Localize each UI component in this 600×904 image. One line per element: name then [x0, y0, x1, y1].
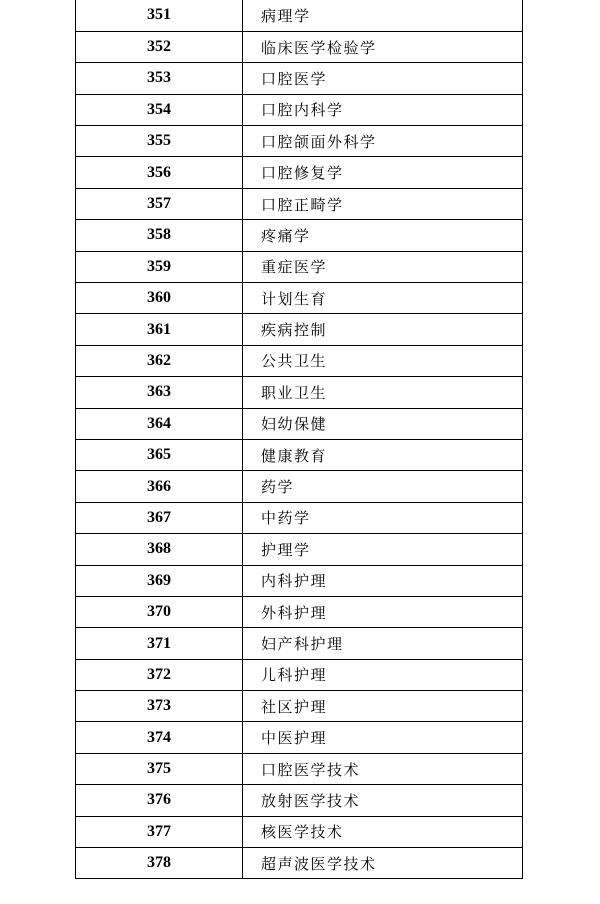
table-row [76, 63, 523, 94]
table-body [76, 0, 523, 879]
specialty-table [75, 0, 523, 879]
specialty-name: 职业卫生 [243, 377, 523, 408]
table-row [76, 691, 523, 722]
specialty-code: 365 [76, 439, 243, 470]
table-row [76, 471, 523, 502]
table-row [76, 753, 523, 784]
table-row [76, 785, 523, 816]
specialty-code: 357 [76, 188, 243, 219]
specialty-code: 369 [76, 565, 243, 596]
table-row [76, 31, 523, 62]
specialty-name: 儿科护理 [243, 659, 523, 690]
specialty-name: 外科护理 [243, 596, 523, 627]
table-row [76, 314, 523, 345]
specialty-name: 公共卫生 [243, 345, 523, 376]
table-row [76, 283, 523, 314]
specialty-name: 口腔颌面外科学 [243, 126, 523, 157]
table-row [76, 220, 523, 251]
table-row [76, 345, 523, 376]
table-row [76, 848, 523, 879]
specialty-code: 354 [76, 94, 243, 125]
table-row [76, 251, 523, 282]
table-row [76, 408, 523, 439]
specialty-name: 疼痛学 [243, 220, 523, 251]
specialty-name: 健康教育 [243, 439, 523, 470]
specialty-code: 372 [76, 659, 243, 690]
table-row [76, 816, 523, 847]
specialty-code: 373 [76, 691, 243, 722]
specialty-code: 362 [76, 345, 243, 376]
specialty-name: 口腔医学 [243, 63, 523, 94]
specialty-name: 口腔正畸学 [243, 188, 523, 219]
table-row [76, 722, 523, 753]
table-row [76, 188, 523, 219]
specialty-code: 364 [76, 408, 243, 439]
table-row [76, 126, 523, 157]
specialty-name: 放射医学技术 [243, 785, 523, 816]
table-row [76, 0, 523, 31]
specialty-code: 374 [76, 722, 243, 753]
table-row [76, 659, 523, 690]
specialty-name: 疾病控制 [243, 314, 523, 345]
table-row [76, 439, 523, 470]
table-row [76, 565, 523, 596]
specialty-code: 358 [76, 220, 243, 251]
specialty-name: 妇产科护理 [243, 628, 523, 659]
specialty-name: 超声波医学技术 [243, 848, 523, 879]
specialty-code: 359 [76, 251, 243, 282]
specialty-code: 366 [76, 471, 243, 502]
specialty-code: 353 [76, 63, 243, 94]
specialty-code: 367 [76, 502, 243, 533]
specialty-code: 368 [76, 534, 243, 565]
specialty-name: 病理学 [243, 0, 523, 31]
specialty-code: 352 [76, 31, 243, 62]
specialty-code: 370 [76, 596, 243, 627]
specialty-name: 口腔医学技术 [243, 753, 523, 784]
specialty-code: 371 [76, 628, 243, 659]
specialty-code: 361 [76, 314, 243, 345]
table-row [76, 377, 523, 408]
specialty-name: 重症医学 [243, 251, 523, 282]
table-row [76, 596, 523, 627]
table-row [76, 502, 523, 533]
specialty-name: 护理学 [243, 534, 523, 565]
specialty-code: 376 [76, 785, 243, 816]
specialty-name: 妇幼保健 [243, 408, 523, 439]
specialty-code: 378 [76, 848, 243, 879]
table-row [76, 628, 523, 659]
specialty-name: 药学 [243, 471, 523, 502]
specialty-code: 355 [76, 126, 243, 157]
specialty-name: 口腔内科学 [243, 94, 523, 125]
specialty-code: 356 [76, 157, 243, 188]
specialty-name: 口腔修复学 [243, 157, 523, 188]
specialty-name: 中医护理 [243, 722, 523, 753]
table-row [76, 94, 523, 125]
specialty-name: 社区护理 [243, 691, 523, 722]
specialty-code: 377 [76, 816, 243, 847]
specialty-name: 临床医学检验学 [243, 31, 523, 62]
specialty-name: 计划生育 [243, 283, 523, 314]
specialty-code: 363 [76, 377, 243, 408]
table-row [76, 534, 523, 565]
table-row [76, 157, 523, 188]
specialty-name: 内科护理 [243, 565, 523, 596]
specialty-name: 中药学 [243, 502, 523, 533]
specialty-code: 360 [76, 283, 243, 314]
specialty-code: 375 [76, 753, 243, 784]
specialty-name: 核医学技术 [243, 816, 523, 847]
specialty-code: 351 [76, 0, 243, 31]
